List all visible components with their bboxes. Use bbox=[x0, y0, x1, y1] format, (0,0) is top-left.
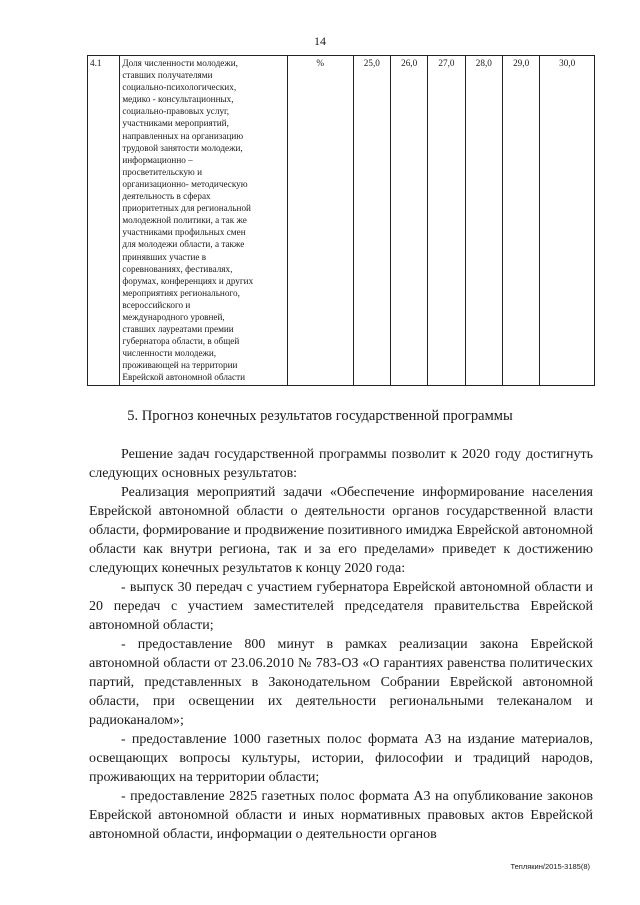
result-item: - предоставление 2825 газетных полос формата А3 на опубликование законов Еврейской автономной области и иных нормативных правовых актов Еврейской автономной области, информации о деятельности органов bbox=[89, 789, 593, 842]
intro-paragraph: Решение задач государственной программы позволит к 2020 году достигнуть следующих основных результатов: bbox=[89, 447, 593, 481]
value-cell: 30,0 bbox=[540, 56, 595, 386]
row-number: 4.1 bbox=[88, 56, 120, 386]
value-cell: 29,0 bbox=[502, 56, 539, 386]
section-heading: 5. Прогноз конечных результатов государственной программы bbox=[127, 408, 513, 424]
result-item: - предоставление 800 минут в рамках реализации закона Еврейской автономной области от 23.06.2010 № 783-ОЗ «О гарантиях равенства политических партий, представленных в Законодательном Собрании Еврейской автономной области, при освещении их деятельности региональными телеканалом и радиоканалом»; bbox=[89, 637, 593, 728]
unit-cell: % bbox=[287, 56, 353, 386]
document-code: Теплякин/2015-3185(8) bbox=[510, 862, 590, 871]
value-cell: 25,0 bbox=[353, 56, 390, 386]
result-item: - предоставление 1000 газетных полос формата А3 на издание материалов, освещающих вопросы культуры, истории, философии и традиций народов, проживающих на территории области; bbox=[89, 732, 593, 785]
body-text bbox=[89, 445, 593, 844]
table-row bbox=[88, 56, 595, 386]
indicator-name: Доля численности молодежи, ставших получателями социально-психологических, медико - консультационных, социально-правовых услуг, участниками мероприятий, направленных на организацию трудовой занятости молодежи, информационно – просветительскую и организационно- методическую деятельность в сферах приоритетных для региональной молодежной политики, а так же участниками профильных смен для молодежи области, а также принявших участие в соревнованиях, фестивалях, форумах, конференциях и других мероприятиях регионального, всероссийского и международного уровней, ставших лауреатами премии губернатора области, в общей численности молодежи, проживающей на территории Еврейской автономной области bbox=[122, 58, 254, 383]
indicator-name-cell bbox=[120, 56, 287, 386]
value-cell: 27,0 bbox=[428, 56, 465, 386]
value-cell: 28,0 bbox=[465, 56, 502, 386]
task-paragraph: Реализация мероприятий задачи «Обеспечение информирование населения Еврейской автономной области о деятельности органов государственной власти области, формирование и продвижение позитивного имиджа Еврейской автономной области как внутри региона, так и за его пределами» приведет к достижению следующих конечных результатов к концу 2020 года: bbox=[89, 485, 593, 576]
value-cell: 26,0 bbox=[390, 56, 427, 386]
indicator-table bbox=[87, 55, 595, 386]
page-number: 14 bbox=[314, 34, 326, 48]
result-item: - выпуск 30 передач с участием губернатора Еврейской автономной области и 20 передач с участием заместителей председателя правительства Еврейской автономной области; bbox=[89, 580, 593, 633]
